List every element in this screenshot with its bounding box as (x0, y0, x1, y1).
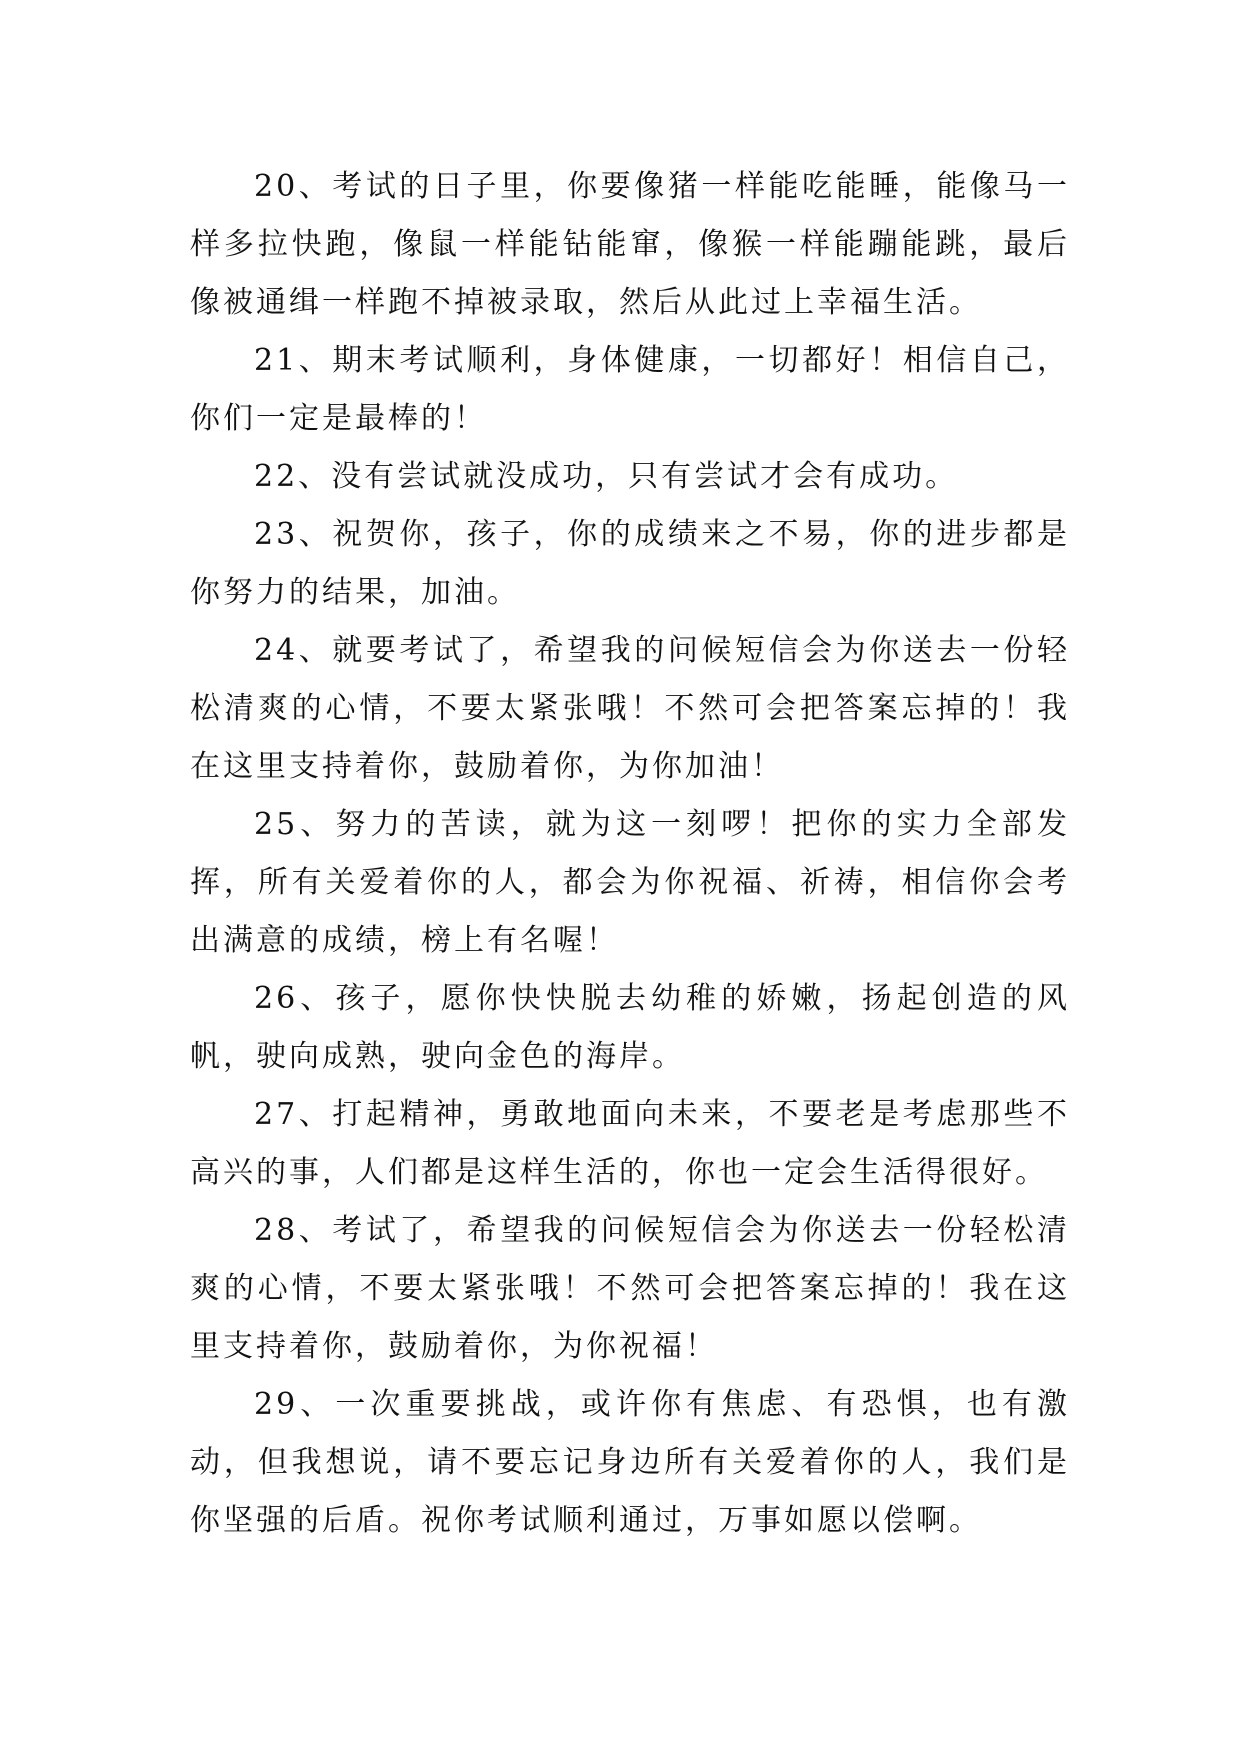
paragraph-25: 25、努力的苦读，就为这一刻啰！把你的实力全部发挥，所有关爱着你的人，都会为你祝福、祈祷，相信你会考出满意的成绩，榜上有名喔！ (190, 807, 1070, 958)
paragraph-29: 29、一次重要挑战，或许你有焦虑、有恐惧，也有激动，但我想说，请不要忘记身边所有关爱着你的人，我们是你坚强的后盾。祝你考试顺利通过，万事如愿以偿啊。 (190, 1387, 1070, 1538)
paragraph-26: 26、孩子，愿你快快脱去幼稚的娇嫩，扬起创造的风帆，驶向成熟，驶向金色的海岸。 (190, 981, 1070, 1074)
paragraph-21: 21、期末考试顺利，身体健康，一切都好！相信自己，你们一定是最棒的！ (190, 343, 1070, 436)
paragraph-20: 20、考试的日子里，你要像猪一样能吃能睡，能像马一样多拉快跑，像鼠一样能钻能窜，像猴一样能蹦能跳，最后像被通缉一样跑不掉被录取，然后从此过上幸福生活。 (190, 169, 1070, 320)
paragraph-24: 24、就要考试了，希望我的问候短信会为你送去一份轻松清爽的心情，不要太紧张哦！不然可会把答案忘掉的！我在这里支持着你，鼓励着你，为你加油！ (190, 633, 1070, 784)
paragraph-22: 22、没有尝试就没成功，只有尝试才会有成功。 (254, 459, 959, 494)
paragraph-27: 27、打起精神，勇敢地面向未来，不要老是考虑那些不高兴的事，人们都是这样生活的，你也一定会生活得很好。 (190, 1097, 1070, 1190)
document-body (190, 158, 1070, 1550)
paragraph-28: 28、考试了，希望我的问候短信会为你送去一份轻松清爽的心情，不要太紧张哦！不然可会把答案忘掉的！我在这里支持着你，鼓励着你，为你祝福！ (190, 1213, 1070, 1364)
paragraph-23: 23、祝贺你，孩子，你的成绩来之不易，你的进步都是你努力的结果，加油。 (190, 517, 1070, 610)
